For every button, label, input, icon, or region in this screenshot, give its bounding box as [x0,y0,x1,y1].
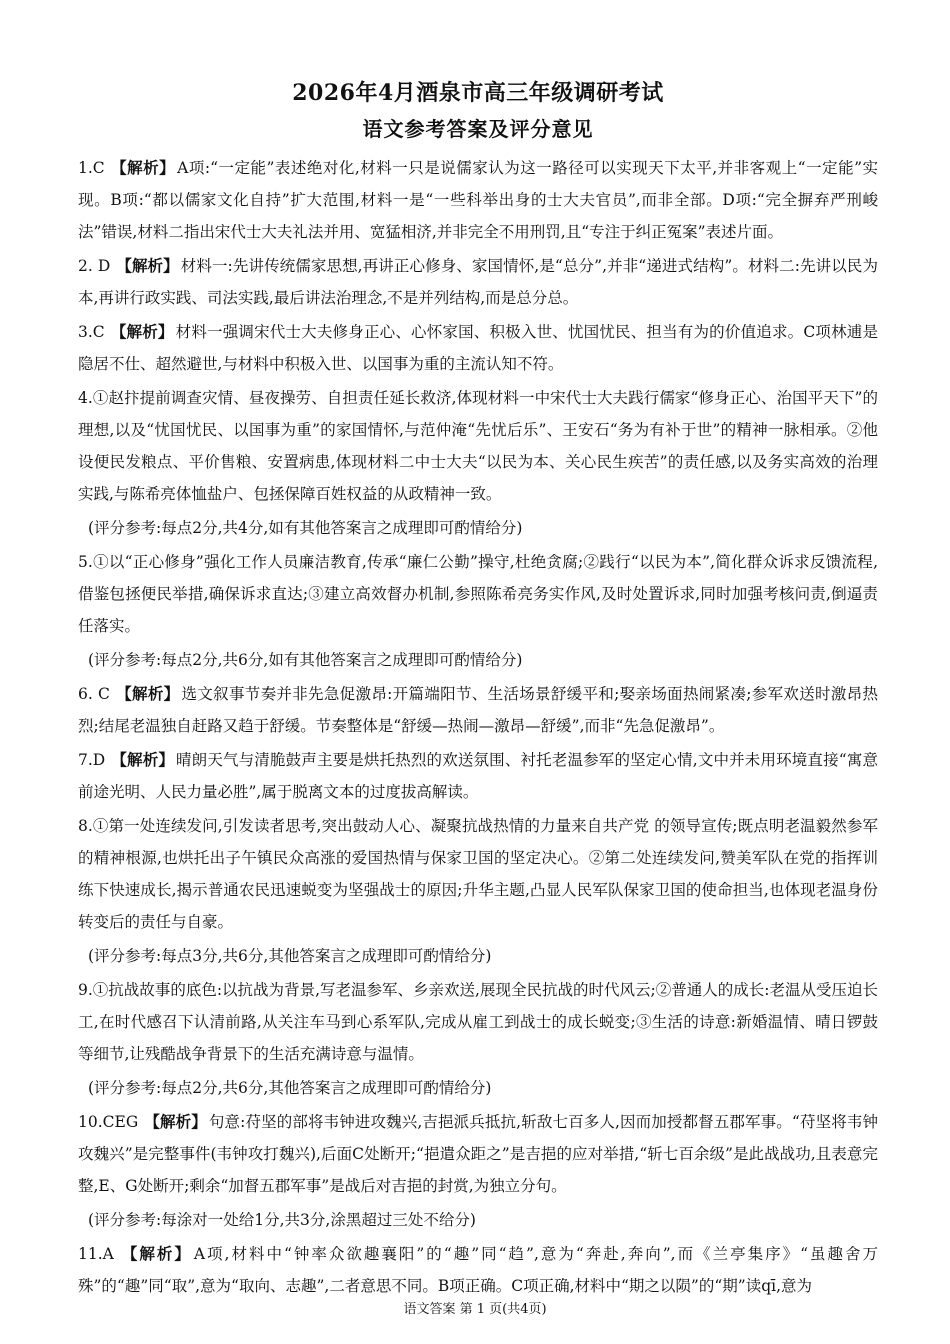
answer-item-6 [78,678,878,742]
answer-item-3 [78,316,878,380]
answer-number: 2. D [78,257,111,275]
answer-text: 材料一强调宋代士大夫修身正心、心怀家国、积极入世、忧国忧民、担当有为的价值追求。C项林逋是隐居不仕、超然避世,与材料中积极入世、以国事为重的主流认知不符。 [78,323,878,373]
analysis-tag: 【解析】 [144,1112,207,1131]
answer-text: A项:“一定能”表述绝对化,材料一只是说儒家认为这一路径可以实现天下太平,并非客观上“一定能”实现。B项:“都以儒家文化自持”扩大范围,材料一是“一些科举出身的士大夫官员”,而非全部。D项:“完全摒弃严刑峻法”错误,材料二指出宋代士大夫礼法并用、宽猛相济,并非完全不用刑罚,且“专注于纠正冤案”表述片面。 [78,159,878,241]
answer-item-1 [78,152,878,248]
answer-number: 4. [78,389,93,407]
answer-item-11 [78,1238,878,1302]
answer-text: ①抗战故事的底色:以抗战为背景,写老温参军、乡亲欢送,展现全民抗战的时代风云;②普通人的成长:老温从受压迫长工,在时代感召下认清前路,从关注车马到心系军队,完成从雇工到战士的成长蜕变;③生活的诗意:新婚温情、晴日锣鼓等细节,让残酷战争背景下的生活充满诗意与温情。 [78,981,878,1063]
answer-item-8 [78,810,878,938]
analysis-tag: 【解析】 [119,1244,192,1263]
answer-text: 选文叙事节奏并非先急促激昂:开篇端阳节、生活场景舒缓平和;娶亲场面热闹紧凑;参军欢送时激昂热烈;结尾老温独自赶路又趋于舒缓。节奏整体是“舒缓—热闹—激昂—舒缓”,而非“先急促激昂”。 [78,685,878,735]
analysis-tag: 【解析】 [111,750,175,769]
analysis-tag: 【解析】 [110,322,174,341]
answer-text: A项,材料中“钟率众欲趣襄阳”的“趣”同“趋”,意为“奔赴,奔向”,而《兰亭集序》“虽趣舍万殊”的“趣”同“取”,意为“取向、志趣”,二者意思不同。B项正确。C项正确,材料中“期之以陨”的“期”读qī,意为 [78,1245,878,1295]
answer-number: 7.D [78,751,106,769]
answer-list [78,152,878,1302]
answer-number: 5. [78,553,93,571]
answer-text: ①以“正心修身”强化工作人员廉洁教育,传承“廉仁公勤”操守,杜绝贪腐;②践行“以民为本”,简化群众诉求反馈流程,借鉴包拯便民举措,确保诉求直达;③建立高效督办机制,参照陈希亮务实作风,及时处置诉求,同时加强考核问责,倒逼责任落实。 [78,553,878,635]
answer-number: 8. [78,817,93,835]
page-subtitle: 语文参考答案及评分意见 [362,117,594,141]
answer-item-4 [78,382,878,510]
analysis-tag: 【解析】 [110,158,176,177]
answer-item-9 [78,974,878,1070]
answer-item-10 [78,1106,878,1202]
answer-text: 材料一:先讲传统儒家思想,再讲正心修身、家国情怀,是“总分”,并非“递进式结构”。材料二:先讲以民为本,再讲行政实践、司法实践,最后讲法治理念,不是并列结构,而是总分总。 [78,257,878,307]
scoring-note-10: (评分参考:每涂对一处给1分,共3分,涂黑超过三处不给分) [88,1211,476,1229]
answer-text: 晴朗天气与清脆鼓声主要是烘托热烈的欢送氛围、衬托老温参军的坚定心情,文中并未用环境直接“寓意前途光明、人民力量必胜”,属于脱离文本的过度拔高解读。 [78,751,878,801]
answer-number: 3.C [78,323,105,341]
answer-item-2 [78,250,878,314]
answer-number: 11.A [78,1245,114,1263]
scoring-note-4: (评分参考:每点2分,共4分,如有其他答案言之成理即可酌情给分) [88,519,523,537]
analysis-tag: 【解析】 [115,684,180,703]
answer-number: 9. [78,981,93,999]
answer-text: 句意:苻坚的部将韦钟进攻魏兴,吉挹派兵抵抗,斩敌七百多人,因而加授都督五郡军事。“苻坚将韦钟攻魏兴”是完整事件(韦钟攻打魏兴),后面C处断开;“挹遣众距之”是吉挹的应对举措,“斩七百余级”是此战战功,且表意完整,E、G处断开;剩余“加督五郡军事”是战后对吉挹的封赏,为独立分句。 [78,1113,878,1195]
page-footer: 语文答案 第 1 页(共4页) [403,1302,547,1317]
page-title: 2026年4月酒泉市高三年级调研考试 [292,80,664,106]
answer-item-7 [78,744,878,808]
answer-text: ①赵抃提前调查灾情、昼夜操劳、自担责任延长救济,体现材料一中宋代士大夫践行儒家“修身正心、治国平天下”的理想,以及“忧国忧民、以国事为重”的家国情怀,与范仲淹“先忧后乐”、王安石“务为有补于世”的精神一脉相承。②他设便民发粮点、平价售粮、安置病患,体现材料二中士大夫“以民为本、关心民生疾苦”的责任感,以及务实高效的治理实践,与陈希亮体恤盐户、包拯保障百姓权益的从政精神一致。 [78,389,878,503]
answer-number: 6. C [78,685,110,703]
scoring-note-9: (评分参考:每点2分,共6分,其他答案言之成理即可酌情给分) [88,1079,492,1097]
scoring-note-8: (评分参考:每点3分,共6分,其他答案言之成理即可酌情给分) [88,947,492,965]
answer-text: ①第一处连续发问,引发读者思考,突出鼓动人心、凝聚抗战热情的力量来自共产党 的领导宣传;既点明老温毅然参军的精神根源,也烘托出子午镇民众高涨的爱国热情与保家卫国的坚定决心。②第二处连续发问,赞美军队在党的指挥训练下快速成长,揭示普通农民迅速蜕变为坚强战士的原因;升华主题,凸显人民军队保家卫国的使命担当,也体现老温身份转变后的责任与自豪。 [78,817,878,931]
answer-number: 1.C [78,159,105,177]
scoring-note-5: (评分参考:每点2分,共6分,如有其他答案言之成理即可酌情给分) [88,651,523,669]
answer-number: 10.CEG [78,1113,139,1131]
analysis-tag: 【解析】 [116,256,179,275]
answer-item-5 [78,546,878,642]
